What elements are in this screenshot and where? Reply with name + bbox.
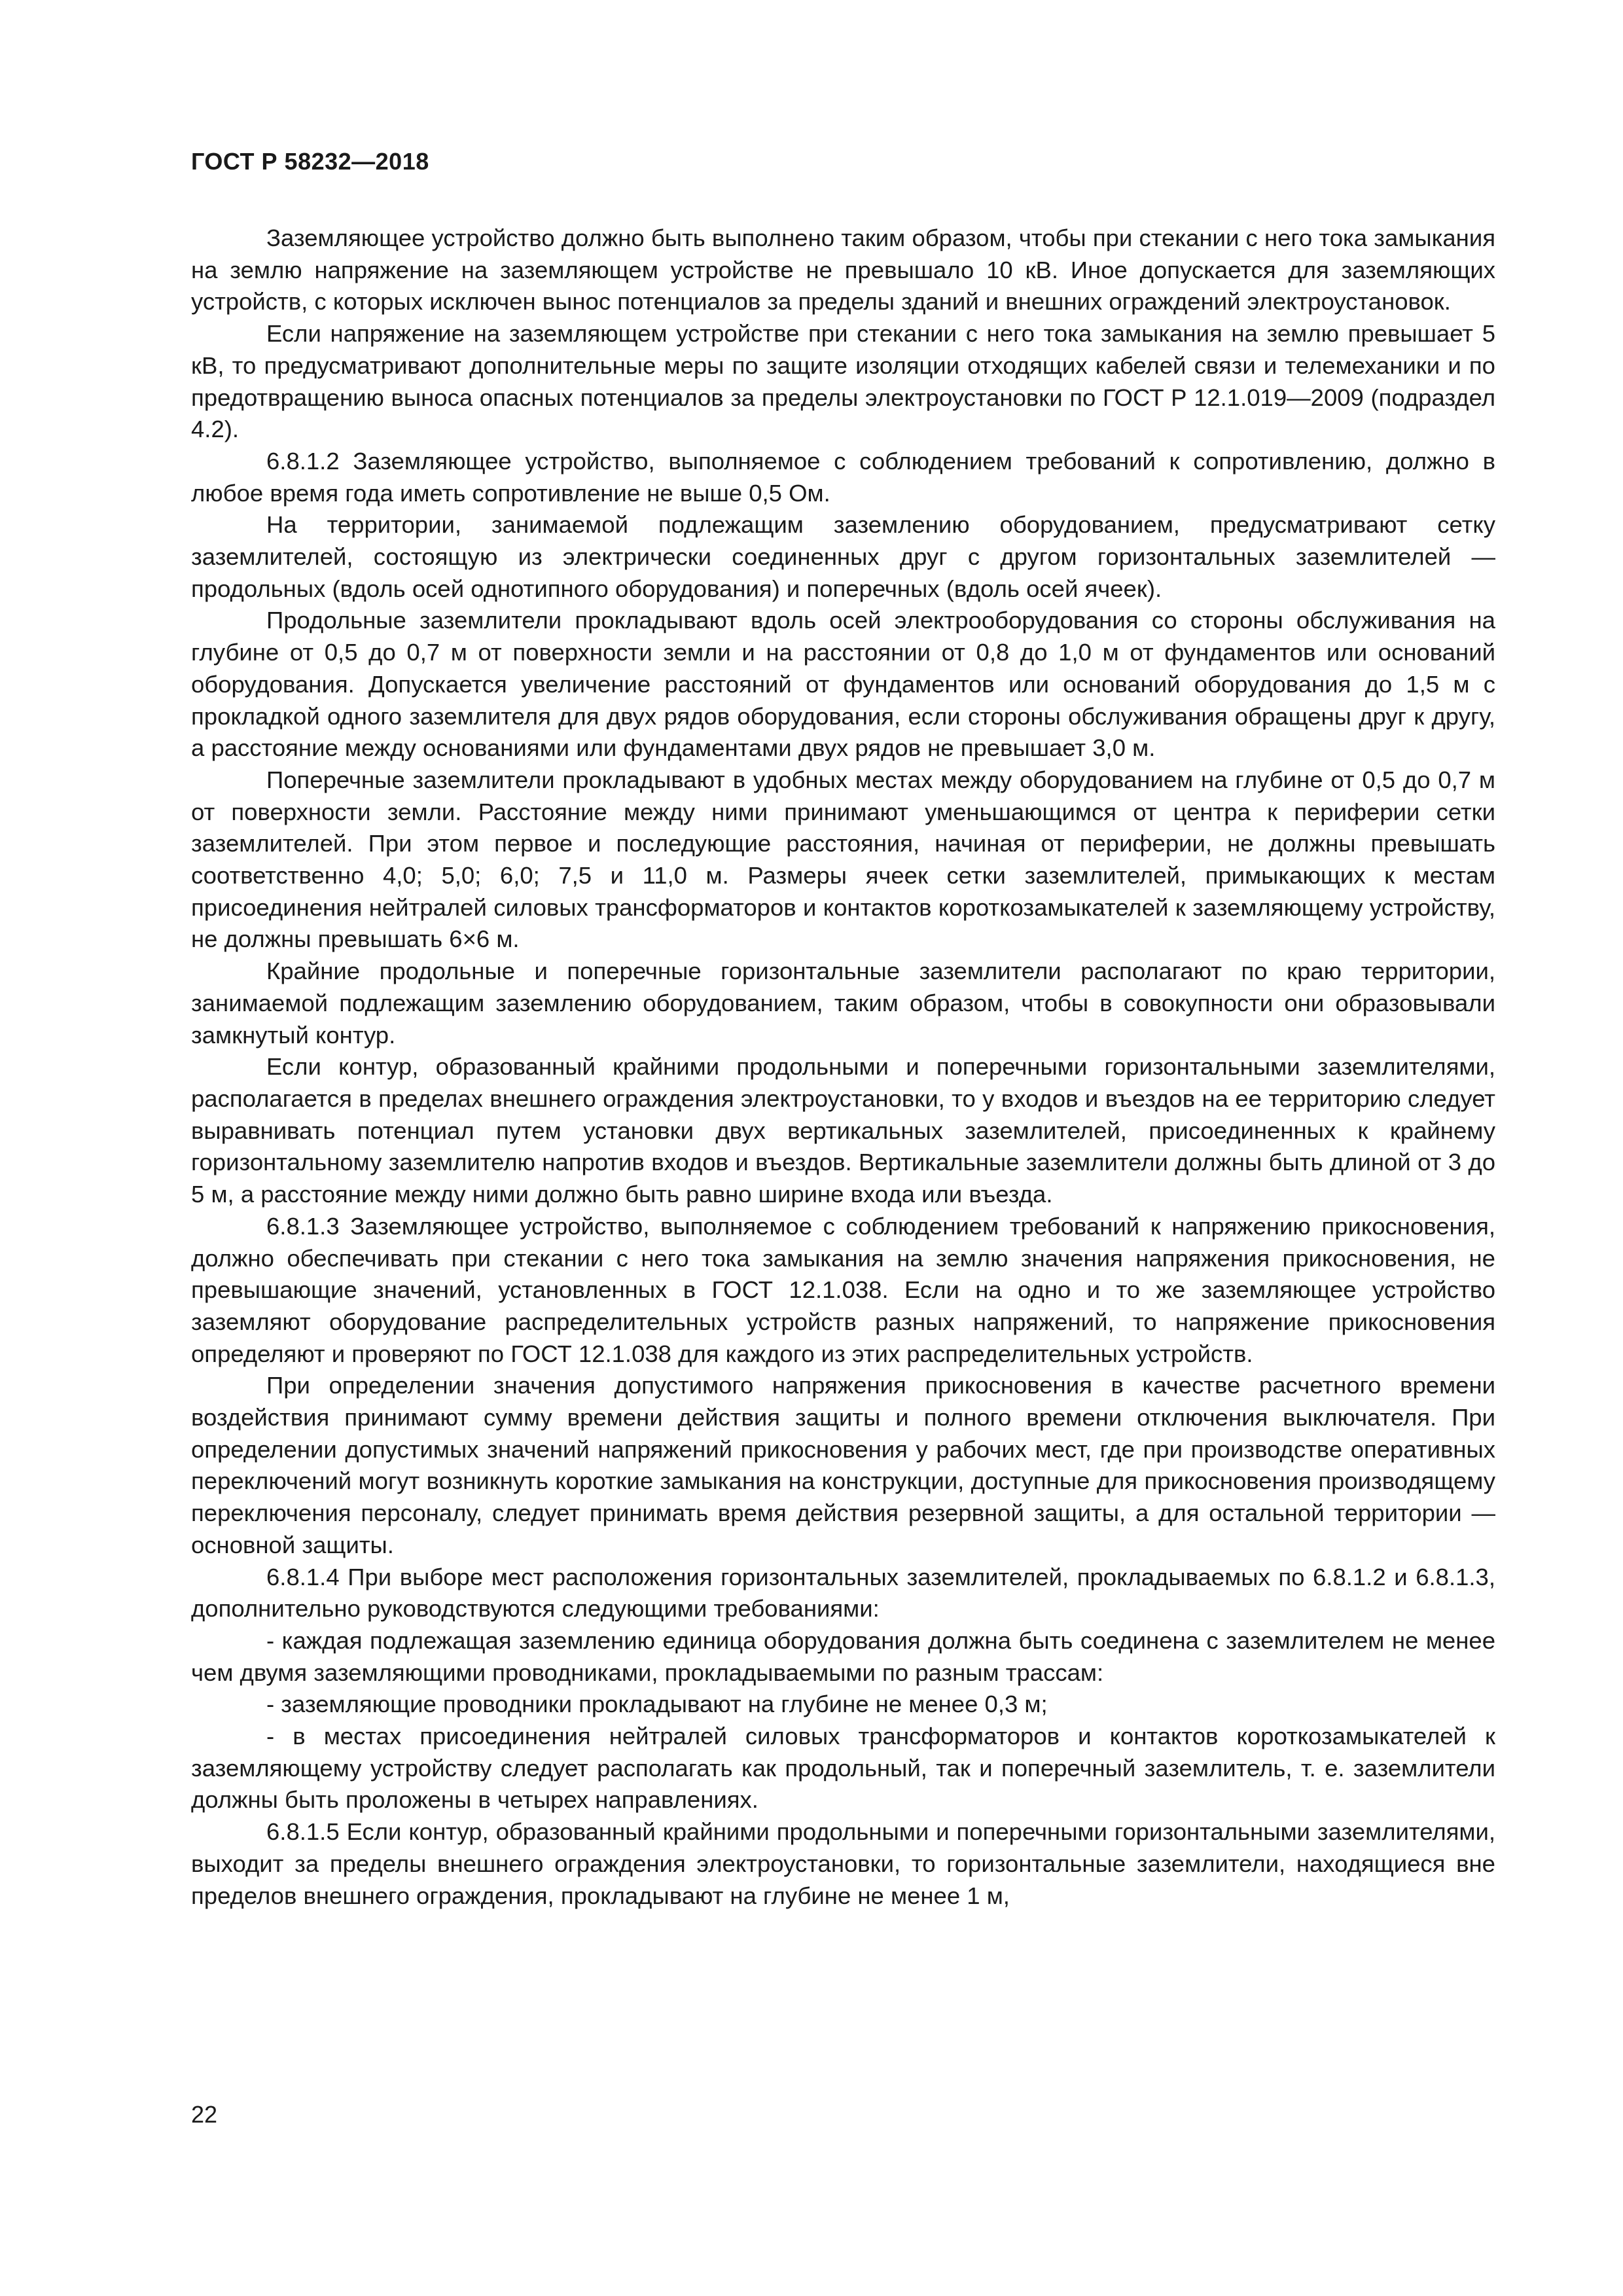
paragraph: 6.8.1.3 Заземляющее устройство, выполняемое с соблюдением требований к напряжению прикосновения, должно обеспечивать при стекании с него тока замыкания на землю значения напряжения прикосновения, не превышающие значений, установленных в ГОСТ 12.1.038. Если на одно и то же заземляющее устройство заземляют оборудование распределительных устройств разных напряжений, то напряжение прикосновения определяют и проверяют по ГОСТ 12.1.038 для каждого из этих распределительных устройств. xyxy=(191,1212,1495,1367)
page-number: 22 xyxy=(191,2101,218,2128)
paragraph: На территории, занимаемой подлежащим заземлению оборудованием, предусматривают сетку заземлителей, состоящую из электрически соединенных друг с другом горизонтальных заземлителей — продольных (вдоль осей однотипного оборудования) и поперечных (вдоль осей ячеек). xyxy=(191,511,1495,602)
paragraph: Крайние продольные и поперечные горизонтальные заземлители располагают по краю территории, занимаемой подлежащим заземлению оборудованием, таким образом, чтобы в совокупности они образовывали замкнутый контур. xyxy=(191,958,1495,1049)
list-item: - в местах присоединения нейтралей силовых трансформаторов и контактов короткозамыкателей к заземляющему устройству следует располагать как продольный, так и поперечный заземлитель, т. е. заземлители должны быть проложены в четырех направлениях. xyxy=(191,1723,1495,1814)
paragraph: При определении значения допустимого напряжения прикосновения в качестве расчетного времени воздействия принимают сумму времени действия защиты и полного времени отключения выключателя. При определении допустимых значений напряжений прикосновения у рабочих мест, где при производстве оперативных переключений могут возникнуть короткие замыкания на конструкции, доступные для прикосновения производящему переключения персоналу, следует принимать время действия резервной защиты, а для остальной территории — основной защиты. xyxy=(191,1372,1495,1558)
paragraph: 6.8.1.2 Заземляющее устройство, выполняемое с соблюдением требований к сопротивлению, должно в любое время года иметь сопротивление не выше 0,5 Ом. xyxy=(191,447,1495,507)
list-item: - заземляющие проводники прокладывают на глубине не менее 0,3 м; xyxy=(266,1691,1048,1718)
paragraph: Заземляющее устройство должно быть выполнено таким образом, чтобы при стекании с него тока замыкания на землю напряжение на заземляющем устройстве не превышало 10 кВ. Иное допускается для заземляющих устройств, с которых исключен вынос потенциалов за пределы зданий и внешних ограждений электроустановок. xyxy=(191,224,1495,315)
paragraph: Поперечные заземлители прокладывают в удобных местах между оборудованием на глубине от 0,5 до 0,7 м от поверхности земли. Расстояние между ними принимают уменьшающимся от центра к периферии сетки заземлителей. При этом первое и последующие расстояния, начиная от периферии, не должны превышать соответственно 4,0; 5,0; 6,0; 7,5 и 11,0 м. Размеры ячеек сетки заземлителей, примыкающих к местам присоединения нейтралей силовых трансформаторов и контактов короткозамыкателей к заземляющему устройству, не должны превышать 6×6 м. xyxy=(191,766,1495,953)
document-header-id: ГОСТ Р 58232—2018 xyxy=(191,148,429,175)
document-body xyxy=(191,223,1495,1912)
paragraph: Если контур, образованный крайними продольными и поперечными горизонтальными заземлителями, располагается в пределах внешнего ограждения электроустановки, то у входов и въездов на ее территорию следует выравнивать потенциал путем установки двух вертикальных заземлителей, присоединенных к крайнему горизонтальному заземлителю напротив входов и въездов. Вертикальные заземлители должны быть длиной от 3 до 5 м, а расстояние между ними должно быть равно ширине входа или въезда. xyxy=(191,1053,1495,1208)
paragraph: Продольные заземлители прокладывают вдоль осей электрооборудования со стороны обслуживания на глубине от 0,5 до 0,7 м от поверхности земли и на расстоянии от 0,8 до 1,0 м от фундаментов или оснований оборудования. Допускается увеличение расстояний от фундаментов или оснований оборудования до 1,5 м с прокладкой одного заземлителя для двух рядов оборудования, если стороны обслуживания обращены друг к другу, а расстояние между основаниями или фундаментами двух рядов не превышает 3,0 м. xyxy=(191,607,1495,762)
paragraph: Если напряжение на заземляющем устройстве при стекании с него тока замыкания на землю превышает 5 кВ, то предусматривают дополнительные меры по защите изоляции отходящих кабелей связи и телемеханики и по предотвращению выноса опасных потенциалов за пределы электроустановки по ГОСТ Р 12.1.019—2009 (подраздел 4.2). xyxy=(191,320,1495,443)
list-item: - каждая подлежащая заземлению единица оборудования должна быть соединена с заземлителем не менее чем двумя заземляющими проводниками, прокладываемыми по разным трассам: xyxy=(191,1626,1495,1686)
paragraph: 6.8.1.5 Если контур, образованный крайними продольными и поперечными горизонтальными заземлителями, выходит за пределы внешнего ограждения электроустановки, то горизонтальные заземлители, находящиеся вне пределов внешнего ограждения, прокладывают на глубине не менее 1 м, xyxy=(191,1818,1495,1909)
paragraph: 6.8.1.4 При выборе мест расположения горизонтальных заземлителей, прокладываемых по 6.8.1.2 и 6.8.1.3, дополнительно руководствуются следующими требованиями: xyxy=(191,1563,1495,1623)
